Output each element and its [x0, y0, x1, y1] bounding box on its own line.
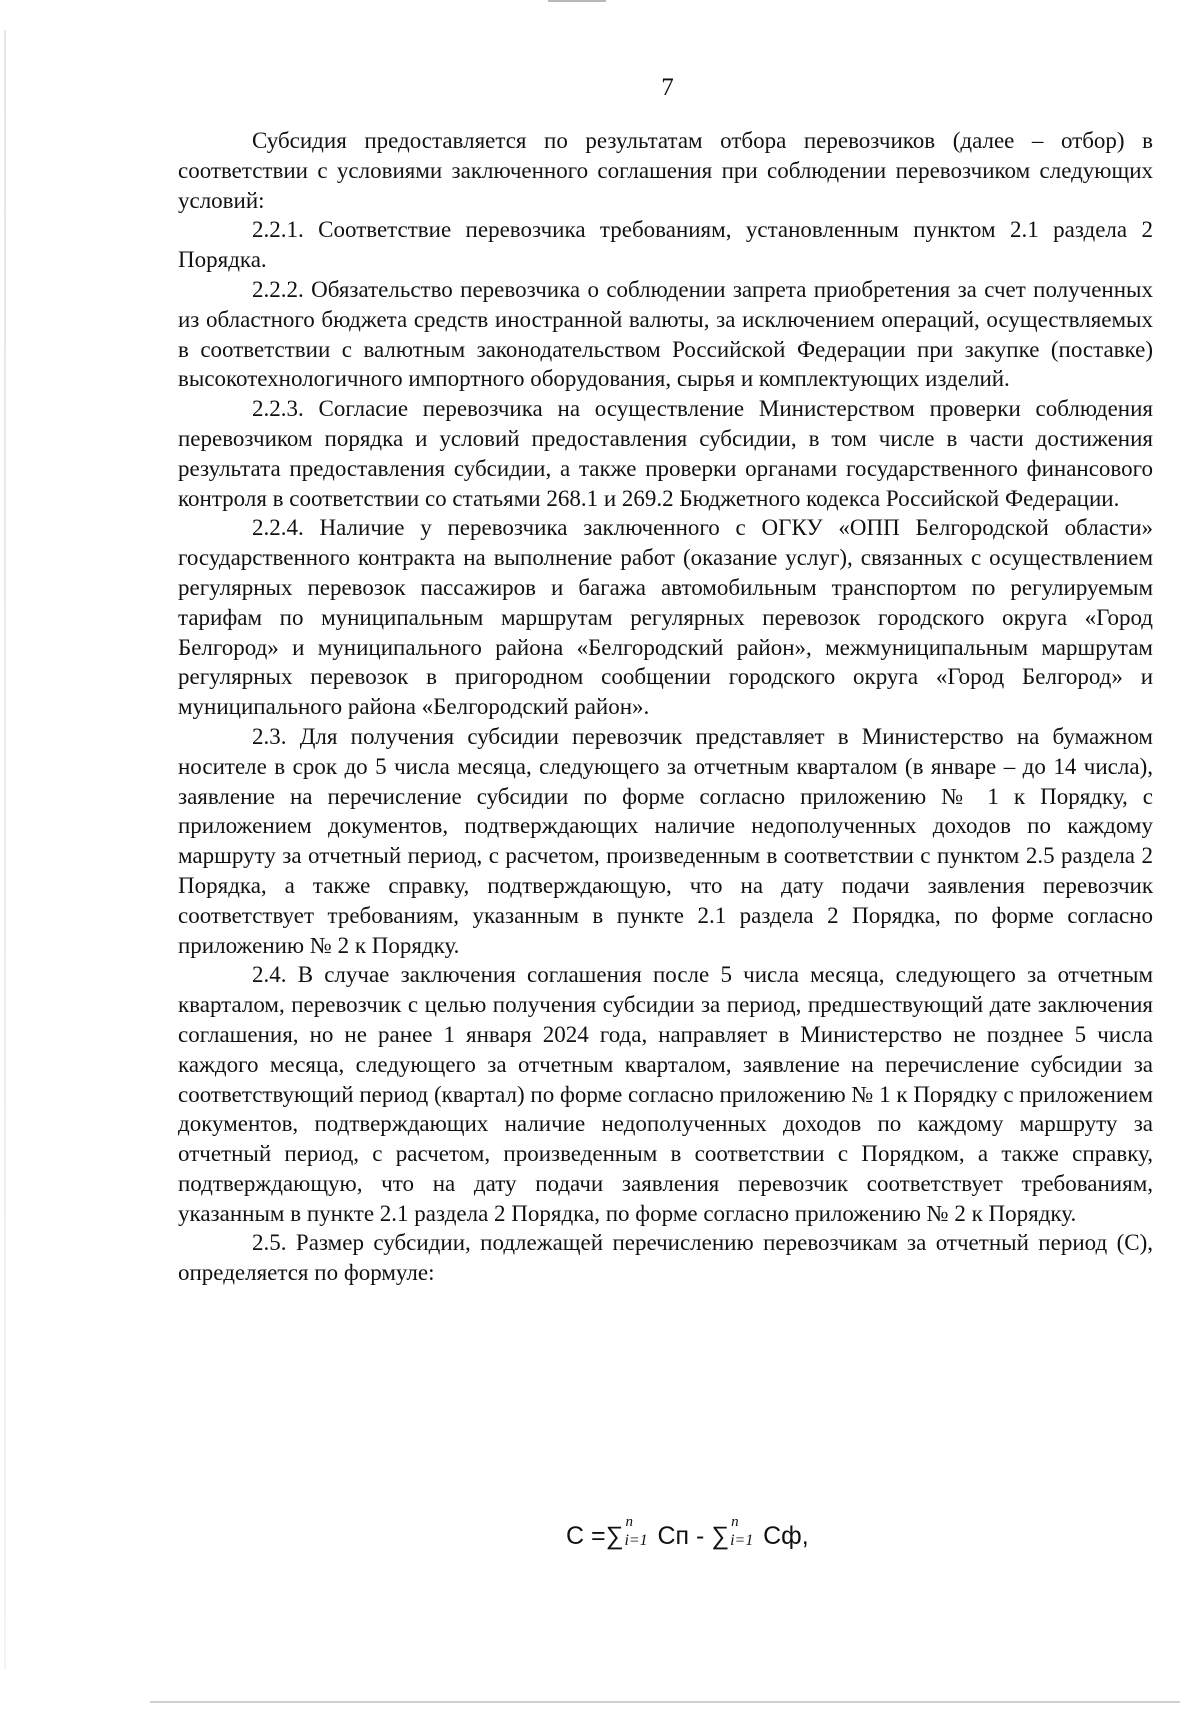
formula-term-actual: Сф,	[763, 1522, 809, 1550]
sum-lower-limit-1: i=1	[624, 1532, 648, 1550]
sum-limits-1	[623, 1514, 657, 1552]
bottom-edge-rule	[150, 1701, 1180, 1703]
sum-upper-limit-2: n	[731, 1514, 739, 1531]
paragraph-2-3: 2.3. Для получения субсидии перевозчик представляет в Министерство на бумажном носителе в срок до 5 числа месяца, следующего за отчетным кварталом (в январе – до 14 числа), заявление на перечисление субсидии по форме согласно приложению № 1 к Порядку, с приложением документов, подтверждающих наличие недополученных доходов по каждому маршруту за отчетный период, с расчетом, произведенным в соответствии с пунктом 2.5 раздела 2 Порядка, а также справку, подтверждающую, что на дату подачи заявления перевозчик соответствует требованиям, указанным в пункте 2.1 раздела 2 Порядка, по форме согласно приложению № 2 к Порядку.	[178, 723, 1153, 958]
paragraph-2-4: 2.4. В случае заключения соглашения после 5 числа месяца, следующего за отчетным кварталом, перевозчик с целью получения субсидии за период, предшествующий дате заключения соглашения, но не ранее 1 января 2024 года, направляет в Министерство не позднее 5 числа каждого месяца, следующего за отчетным кварталом, заявление на перечисление субсидии за соответствующий период (квартал) по форме согласно приложению № 1 к Порядку с приложением документов, подтверждающих наличие недополученных доходов по каждому маршруту за отчетный период, с расчетом, произведенным в соответствии с Порядком, а также справку, подтверждающую, что на дату подачи заявления перевозчик соответствует требованиям, указанным в пункте 2.1 раздела 2 Порядка, по форме согласно приложению № 2 к Порядку.	[178, 962, 1153, 1226]
paragraph-2-2-3: 2.2.3. Согласие перевозчика на осуществление Министерством проверки соблюдения перевозчиком порядка и условий предоставления субсидии, в том числе в части достижения результата предоставления субсидии, а также проверки органами государственного финансового контроля в соответствии со статьями 268.1 и 269.2 Бюджетного кодекса Российской Федерации.	[178, 396, 1153, 511]
paragraph-intro: Субсидия предоставляется по результатам отбора перевозчиков (далее – отбор) в соответствии с условиями заключенного соглашения при соблюдении перевозчиком следующих условий:	[178, 128, 1153, 213]
subsidy-formula	[566, 1514, 809, 1552]
sum-sign-1: ∑	[605, 1522, 624, 1550]
formula-operator: -	[689, 1522, 712, 1550]
formula-lhs: С =	[566, 1522, 606, 1550]
sum-lower-limit-2: i=1	[730, 1532, 754, 1550]
page-number: 7	[661, 74, 674, 101]
sum-sign-2: ∑	[711, 1522, 730, 1550]
sum-limits-2	[729, 1514, 763, 1552]
top-edge-rule	[548, 0, 606, 2]
paragraph-2-2-4: 2.2.4. Наличие у перевозчика заключенного с ОГКУ «ОПП Белгородской области» государственного контракта на выполнение работ (оказание услуг), связанных с осуществлением регулярных перевозок пассажиров и багажа автомобильным транспортом по регулируемым тарифам по муниципальным маршрутам регулярных перевозок городского округа «Город Белгород» и муниципального района «Белгородский район», межмуниципальным маршрутам регулярных перевозок в пригородном сообщении городского округа «Город Белгород» и муниципального района «Белгородский район».	[178, 515, 1153, 720]
document-body	[178, 126, 1153, 1288]
paragraph-2-2-2: 2.2.2. Обязательство перевозчика о соблюдении запрета приобретения за счет полученных из областного бюджета средств иностранной валюты, за исключением операций, осуществляемых в соответствии с валютным законодательством Российской Федерации при закупке (поставке) высокотехнологичного импортного оборудования, сырья и комплектующих изделий.	[178, 276, 1153, 392]
paragraph-2-5: 2.5. Размер субсидии, подлежащей перечислению перевозчикам за отчетный период (С), определяется по формуле:	[178, 1230, 1153, 1286]
paragraph-2-2-1: 2.2.1. Соответствие перевозчика требованиям, установленным пунктом 2.1 раздела 2 Порядка.	[178, 217, 1153, 273]
sum-upper-limit-1: n	[625, 1514, 633, 1531]
scan-edge-shadow	[4, 30, 6, 1670]
formula-term-planned: Сп	[657, 1522, 690, 1550]
